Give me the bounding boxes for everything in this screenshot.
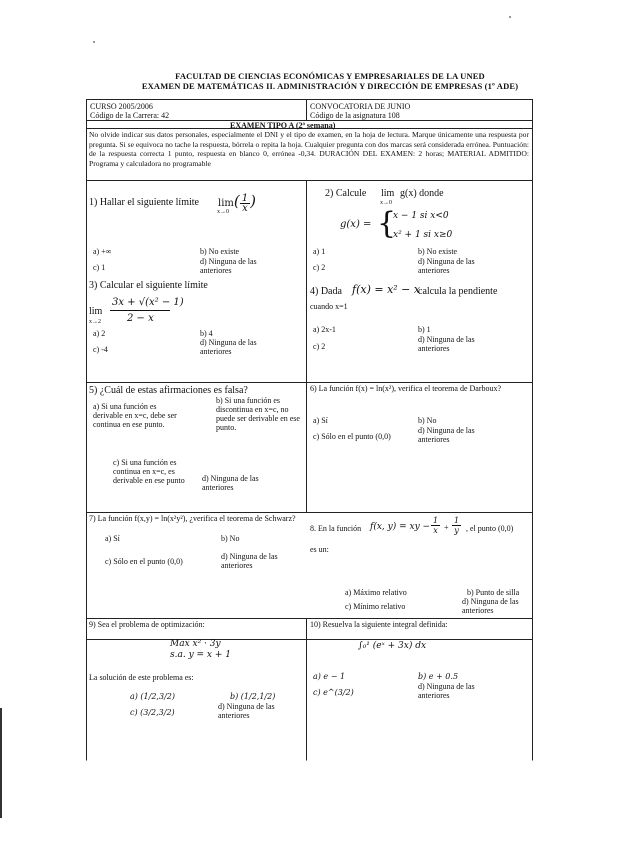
q2-case2: x² + 1 si x≥0 bbox=[393, 230, 453, 240]
q8-text: 8. En la función bbox=[310, 524, 362, 533]
q2-option-d: d) Ninguna de las anteriores bbox=[418, 257, 475, 275]
q2-case1: x − 1 si x<0 bbox=[393, 211, 449, 221]
q8-fraction-2: $\frac{1}{y}$ bbox=[454, 516, 460, 535]
q2-limit: lim bbox=[381, 188, 395, 199]
q3-text: 3) Calcular el siguiente límite bbox=[89, 280, 208, 291]
q8-fraction-1: $\frac{1}{x}$ bbox=[433, 516, 439, 535]
q9-option-c: c) (3/2,3/2) bbox=[130, 708, 175, 717]
q6-option-d: d) Ninguna de las anteriores bbox=[418, 426, 475, 444]
q8-option-a: a) Máximo relativo bbox=[345, 588, 407, 597]
q3-limit: lim bbox=[89, 306, 103, 317]
q8-option-d: d) Ninguna de las anteriores bbox=[462, 597, 519, 615]
q2-limit-sub: x→0 bbox=[380, 200, 392, 206]
q7-text: 7) La función f(x,y) = ln(x²y²), ¿verifica el teorema de Schwarz? bbox=[89, 514, 296, 523]
q6-text: 6) La función f(x) = ln(x²), verifica el teorema de Darboux? bbox=[310, 384, 502, 393]
q2-brace: { bbox=[377, 206, 397, 241]
q2-text: 2) Calcule bbox=[325, 188, 367, 199]
q3-option-b: b) 4 bbox=[200, 329, 213, 338]
q9-objective: Max x² · 3y bbox=[170, 639, 221, 649]
q4-text: 4) Dada bbox=[310, 286, 342, 297]
q4-text2: calcula la pendiente bbox=[418, 286, 498, 297]
q2-g-label: g(x) = bbox=[340, 219, 372, 230]
q9-option-a: a) (1/2,3/2) bbox=[130, 692, 175, 701]
q10-text: 10) Resuelva la siguiente integral definida: bbox=[310, 620, 448, 629]
degree-code: Código de la Carrera: 42 bbox=[90, 111, 170, 120]
exam-type: EXAMEN TIPO A (2ª semana) bbox=[230, 121, 336, 130]
q8-option-c: c) Mínimo relativo bbox=[345, 602, 406, 611]
q10-option-a: a) e − 1 bbox=[313, 672, 346, 681]
q8-function: f(x, y) = xy − bbox=[370, 522, 431, 532]
exam-title: EXAMEN DE MATEMÁTICAS II. ADMINISTRACIÓN Y DIRECCIÓN DE EMPRESAS (1º ADE) bbox=[141, 81, 519, 91]
q3-limit-sub: x→2 bbox=[89, 319, 101, 325]
q3-fraction-bar bbox=[110, 310, 170, 311]
q8-text3: es un: bbox=[310, 545, 329, 554]
q9-option-d: d) Ninguna de las anteriores bbox=[218, 702, 275, 720]
q6-option-b: b) No bbox=[418, 416, 437, 425]
q6-option-c: c) Sólo en el punto (0,0) bbox=[313, 432, 391, 441]
q1-text: 1) Hallar el siguiente límite bbox=[89, 197, 199, 208]
q1-limit-sub: x→0 bbox=[217, 209, 229, 215]
q4-option-d: d) Ninguna de las anteriores bbox=[418, 335, 475, 353]
q9-text: 9) Sea el problema de optimización: bbox=[89, 620, 205, 629]
instructions: No olvide indicar sus datos personales, especialmente el DNI y el tipo de examen, en la hoja de lectura. Marque únicamente una respuesta por pregunta. Si se equivoca no tache la respuesta, bórrela o repita la hoja. Cualquier pregunta con dos marcas será considerada errónea. Puntuación: de la respuesta correcta 1 punto, respuesta en blanco 0, errónea -0,34. DURACIÓN DEL EXAMEN: 2 horas; MATERIAL ADMITIDO: Programa y calculadora no programable bbox=[89, 130, 529, 168]
faculty-title: FACULTAD DE CIENCIAS ECONÓMICAS Y EMPRESARIALES DE LA UNED bbox=[175, 71, 485, 81]
course-year: CURSO 2005/2006 bbox=[90, 102, 153, 111]
q10-integral: ∫₀¹ (eˣ + 3x) dx bbox=[358, 641, 427, 651]
q5-option-a: a) Si una función es derivable en x=c, debe ser continua en ese punto. bbox=[93, 402, 177, 429]
q2-text2: g(x) donde bbox=[400, 188, 444, 199]
q3-option-a: a) 2 bbox=[93, 329, 106, 338]
q7-option-c: c) Sólo en el punto (0,0) bbox=[105, 557, 183, 566]
subject-code: Código de la asignatura 108 bbox=[310, 111, 400, 120]
q9-solution-text: La solución de este problema es: bbox=[89, 673, 194, 682]
q7-option-a: a) Sí bbox=[105, 534, 120, 543]
q5-text: 5) ¿Cuál de estas afirmaciones es falsa? bbox=[89, 385, 248, 396]
q1-option-b: b) No existe bbox=[200, 247, 240, 256]
q1-option-c: c) 1 bbox=[93, 263, 106, 272]
q3-denominator: 2 − x bbox=[127, 313, 154, 324]
q9-constraint: s.a. y = x + 1 bbox=[170, 650, 231, 660]
q10-option-d: d) Ninguna de las anteriores bbox=[418, 682, 475, 700]
q2-option-a: a) 1 bbox=[313, 247, 326, 256]
q2-option-b: b) No existe bbox=[418, 247, 458, 256]
q6-option-a: a) Sí bbox=[313, 416, 328, 425]
q4-option-b: b) 1 bbox=[418, 325, 431, 334]
q8-option-b: b) Punto de silla bbox=[467, 588, 520, 597]
q5-option-b: b) Si una función es discontinua en x=c, no puede ser derivable en ese punto. bbox=[216, 396, 300, 432]
q9-option-b: b) (1/2,1/2) bbox=[230, 692, 276, 701]
q3-numerator: 3x + √(x² − 1) bbox=[112, 297, 184, 308]
q8-text2: , el punto (0,0) bbox=[466, 524, 514, 533]
q3-option-c: c) -4 bbox=[93, 345, 108, 354]
q7-option-b: b) No bbox=[221, 534, 240, 543]
q1-option-d: d) Ninguna de las anteriores bbox=[200, 257, 257, 275]
q7-option-d: d) Ninguna de las anteriores bbox=[221, 552, 278, 570]
exam-session: CONVOCATORIA DE JUNIO bbox=[310, 102, 411, 111]
q5-option-c: c) Si una función es continua en x=c, es derivable en ese punto bbox=[113, 458, 185, 485]
q3-option-d: d) Ninguna de las anteriores bbox=[200, 338, 257, 356]
q5-option-d: d) Ninguna de las anteriores bbox=[202, 474, 259, 492]
q4-text3: cuando x=1 bbox=[310, 302, 348, 311]
q2-option-c: c) 2 bbox=[313, 263, 326, 272]
q4-function: f(x) = x² − x bbox=[352, 283, 421, 296]
q8-plus: + bbox=[444, 523, 449, 532]
q10-option-b: b) e + 0.5 bbox=[418, 672, 459, 681]
q1-option-a: a) +∞ bbox=[93, 247, 112, 256]
q10-option-c: c) e^(3/2) bbox=[313, 688, 354, 697]
q4-option-a: a) 2x-1 bbox=[313, 325, 336, 334]
q1-limit: lim( $\frac{1}{x}$ ) bbox=[218, 192, 256, 214]
q4-option-c: c) 2 bbox=[313, 342, 326, 351]
